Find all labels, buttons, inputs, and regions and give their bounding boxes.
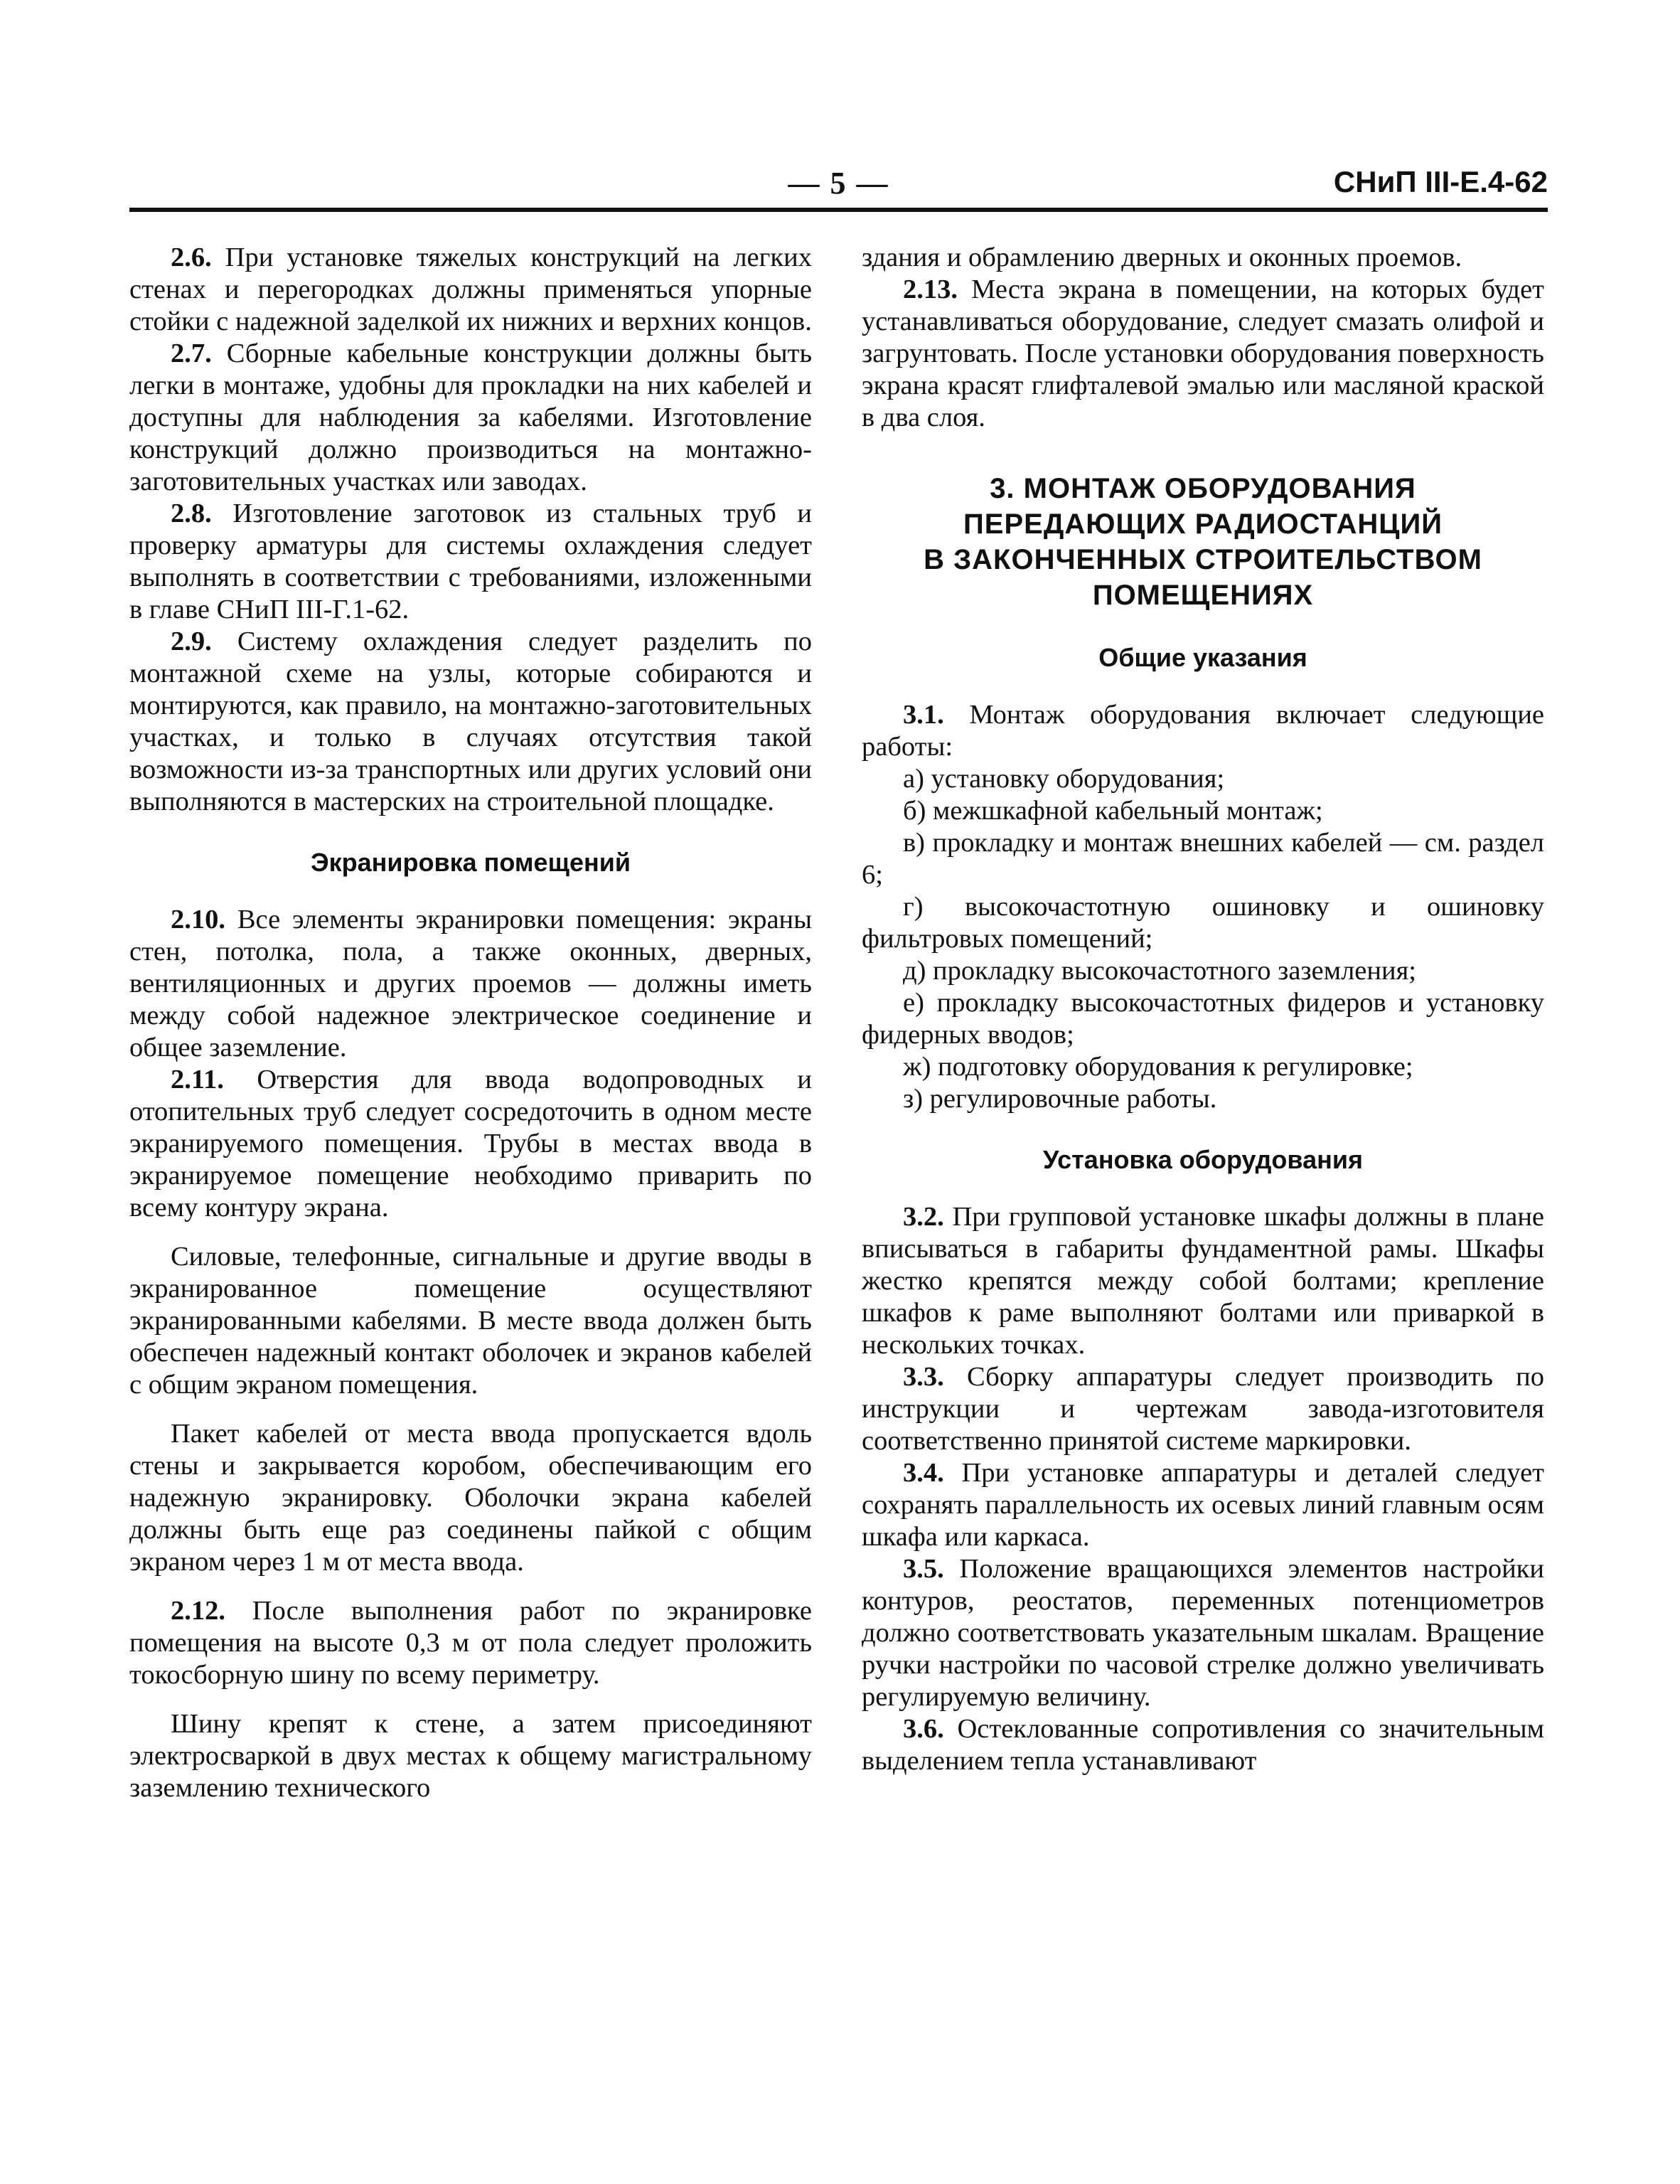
list-item: з) регулировочные работы.	[903, 1084, 1217, 1114]
list-item: ж) подготовку оборудования к регулировке;	[903, 1052, 1413, 1082]
clause-number: 3.4.	[903, 1458, 944, 1488]
clause-number: 3.2.	[903, 1202, 944, 1232]
section-title	[862, 471, 1544, 613]
clause-number: 2.12.	[171, 1596, 225, 1626]
right-column	[862, 242, 1544, 1777]
clause-number: 2.13.	[903, 275, 958, 304]
list-item: г) высокочастотную ошиновку и ошиновку фильтровых помещений;	[862, 892, 1544, 954]
paragraph-continuation: здания и обрамлению дверных и оконных проемов.	[862, 243, 1462, 272]
paragraph-cable-bundle: Пакет кабелей от места ввода пропускается вдоль стены и закрывается коробом, обеспечивающим его надежную экранировку. Оболочки экрана кабелей должны быть еще раз соединены пайкой с общим экраном через 1 м от места ввода.	[129, 1419, 812, 1577]
list-item: б) межшкафной кабельный монтаж;	[903, 796, 1323, 826]
document-code: СНиП III-Е.4-62	[1333, 165, 1548, 198]
clause-number: 3.3.	[903, 1362, 944, 1392]
clause-number: 3.5.	[903, 1554, 944, 1584]
clause-text: Монтаж оборудования включает следующие работы:	[862, 700, 1545, 762]
subheading-general: Общие указания	[1098, 643, 1307, 672]
page-header	[129, 165, 1548, 208]
clause-number: 2.10.	[171, 905, 225, 934]
paragraph-2-11	[129, 1064, 812, 1224]
clause-number: 3.6.	[903, 1714, 944, 1744]
clause-number: 2.6.	[171, 243, 212, 272]
paragraph-2-12	[129, 1595, 812, 1691]
clause-number: 2.9.	[171, 627, 212, 656]
clause-text: При установке тяжелых конструкций на легких стенах и перегородках должны применяться упорные стойки с надежной заделкой их нижних и верхних концов.	[129, 243, 812, 336]
paragraph-2-8	[129, 498, 812, 626]
section-title-line: ПОМЕЩЕНИЯХ	[1092, 580, 1314, 611]
clause-number: 2.7.	[171, 339, 212, 368]
clause-text: Остеклованные сопротивления со значительным выделением тепла устанавливают	[862, 1714, 1544, 1776]
clause-text: Все элементы экранировки помещения: экраны стен, потолка, пола, а также оконных, дверных, вентиляционных и других проемов — должны иметь между собой надежное электрическое соединение и общее заземление.	[129, 905, 813, 1062]
subheading-screening: Экранировка помещений	[311, 848, 631, 877]
paragraph-2-6	[129, 242, 812, 338]
clause-text: При групповой установке шкафы должны в плане вписываться в габариты фундаментной рамы. Шкафы жестко крепятся между собой болтами; крепление шкафов к раме выполняют болтами или приваркой в нескольких точках.	[862, 1202, 1545, 1360]
paragraph-3-3	[862, 1361, 1544, 1457]
paragraph-2-13	[862, 274, 1544, 434]
paragraph-3-4	[862, 1457, 1544, 1553]
paragraph-3-1	[862, 699, 1544, 763]
section-title-line: 3. МОНТАЖ ОБОРУДОВАНИЯ	[990, 473, 1416, 504]
paragraph-bus-mounting: Шину крепят к стене, а затем присоединяют электросваркой в двух местах к общему магистральному заземлению технического	[129, 1709, 812, 1803]
section-title-line: В ЗАКОНЧЕННЫХ СТРОИТЕЛЬСТВОМ	[924, 544, 1482, 575]
section-title-line: ПЕРЕДАЮЩИХ РАДИОСТАНЦИЙ	[963, 508, 1443, 540]
paragraph-2-10	[129, 904, 812, 1064]
clause-number: 3.1.	[903, 700, 944, 730]
clause-text: Изготовление заготовок из стальных труб и проверку арматуры для системы охлаждения следует выполнять в соответствии с требованиями, изложенными в главе СНиП III-Г.1-62.	[129, 499, 812, 624]
clause-number: 2.11.	[171, 1065, 224, 1094]
clause-text: Сборку аппаратуры следует производить по инструкции и чертежам завода-изготовителя соответственно принятой системе маркировки.	[862, 1362, 1544, 1456]
paragraph-power-inputs: Силовые, телефонные, сигнальные и другие вводы в экранированное помещение осуществляют экранированными кабелями. В месте ввода должен быть обеспечен надежный контакт оболочек и экранов кабелей с общим экраном помещения.	[129, 1242, 812, 1400]
list-item: е) прокладку высокочастотных фидеров и установку фидерных вводов;	[862, 988, 1544, 1050]
header-rule	[129, 208, 1548, 212]
clause-number: 2.8.	[171, 499, 212, 528]
clause-text: Места экрана в помещении, на которых будет устанавливаться оборудование, следует смазать олифой и загрунтовать. После установки оборудования поверхность экрана красят глифталевой эмалью или масляной краской в два слоя.	[862, 275, 1545, 432]
paragraph-3-2	[862, 1201, 1544, 1361]
subheading-installation: Установка оборудования	[1043, 1145, 1363, 1174]
clause-text: При установке аппаратуры и деталей следует сохранять параллельность их осевых линий главным осям шкафа или каркаса.	[862, 1458, 1544, 1552]
clause-text: Систему охлаждения следует разделить по монтажной схеме на узлы, которые собираются и монтируются, как правило, на монтажно-заготовительных участках, и только в случаях отсутствия такой возможности из-за транспортных или других условий они выполняются в мастерских на строительной площадке.	[129, 627, 812, 816]
clause-text: Положение вращающихся элементов настройки контуров, реостатов, переменных потенциометров должно соответствовать указательным шкалам. Вращение ручки настройки по часовой стрелке должно увеличивать регулируемую величину.	[862, 1554, 1544, 1712]
paragraph-3-5	[862, 1553, 1544, 1713]
paragraph-3-6	[862, 1713, 1544, 1777]
clause-text: Сборные кабельные конструкции должны быть легки в монтаже, удобны для прокладки на них кабелей и доступны для наблюдения за кабелями. Изготовление конструкций должно производиться на монтажно-заготовительных участках или заводах.	[129, 339, 813, 496]
list-item: в) прокладку и монтаж внешних кабелей — см. раздел 6;	[862, 828, 1544, 890]
clause-text: После выполнения работ по экранировке помещения на высоте 0,3 м от пола следует проложить токосборную шину по всему периметру.	[129, 1596, 812, 1690]
list-item: а) установку оборудования;	[903, 764, 1225, 794]
clause-text: Отверстия для ввода водопроводных и отопительных труб следует сосредоточить в одном месте экранируемого помещения. Трубы в местах ввода в экранируемое помещение необходимо приварить по всему контуру экрана.	[129, 1065, 812, 1222]
paragraph-2-9	[129, 626, 812, 818]
paragraph-2-7	[129, 338, 812, 498]
page-number: — 5 —	[788, 166, 889, 201]
list-item: д) прокладку высокочастотного заземления;	[903, 956, 1417, 986]
left-column	[129, 242, 812, 1804]
